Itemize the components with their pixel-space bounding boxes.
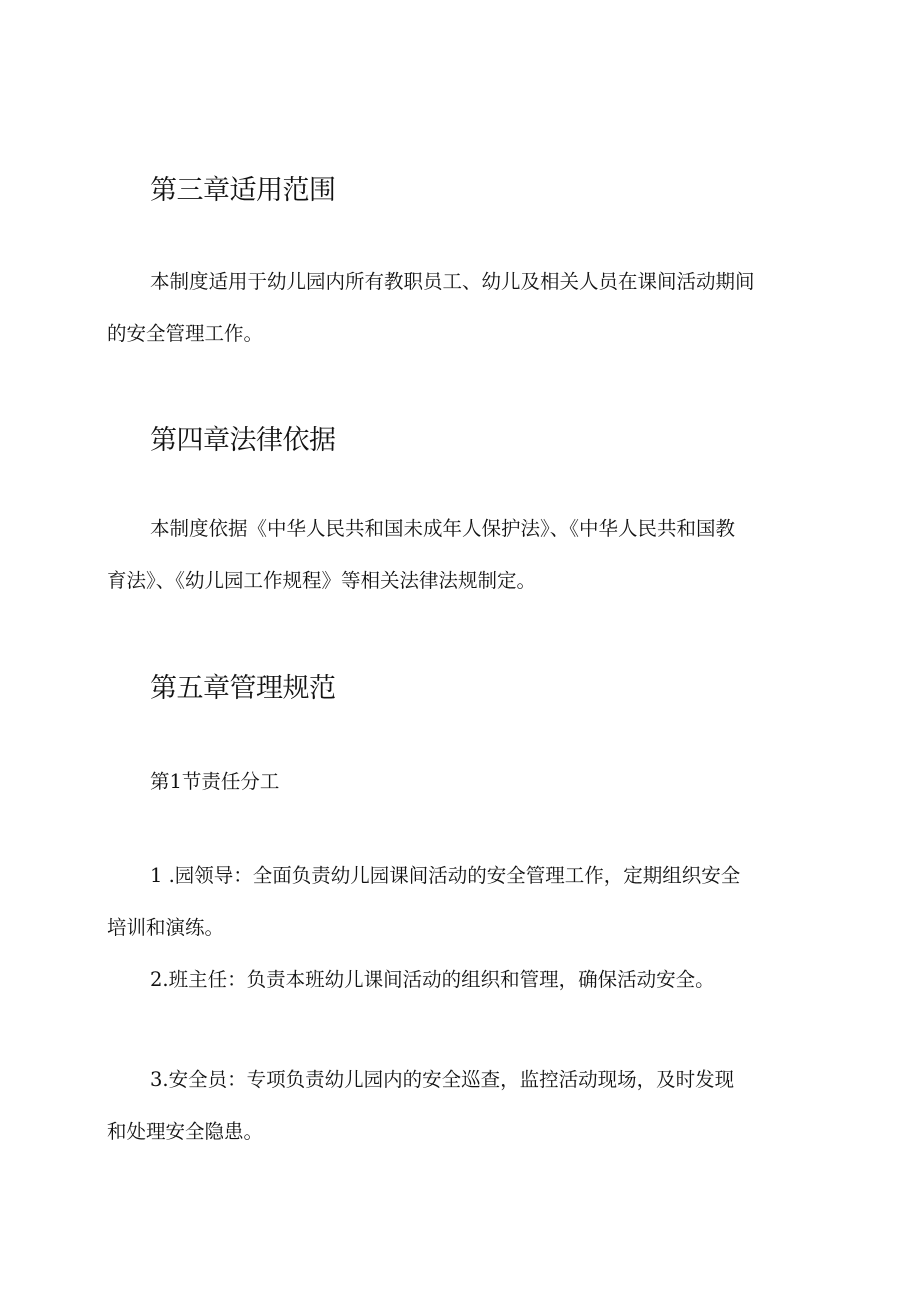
duty-item-1-line-2: 培训和演练。 <box>107 916 225 939</box>
chapter-3-body <box>107 256 822 360</box>
duty-item-2 <box>107 954 822 1006</box>
duty-item-3-line-2: 和处理安全隐患。 <box>107 1120 264 1143</box>
duty-item-3-line-1: 3.安全员：专项负责幼儿园内的安全巡查，监控活动现场，及时发现 <box>150 1068 735 1091</box>
duty-item-2-line-1: 2.班主任：负责本班幼儿课间活动的组织和管理，确保活动安全。 <box>150 968 715 991</box>
chapter-4-body <box>107 503 822 607</box>
chapter-5-title: 第五章管理规范 <box>150 673 336 704</box>
chapter-3-title: 第三章适用范围 <box>150 175 336 206</box>
chapter-4-body-line-2: 育法》、《幼儿园工作规程》等相关法律法规制定。 <box>107 569 537 592</box>
section-1-title: 第1节责任分工 <box>150 770 280 793</box>
duty-item-1-line-1: 1 .园领导：全面负责幼儿园课间活动的安全管理工作，定期组织安全 <box>150 864 741 887</box>
duty-item-3 <box>107 1054 822 1158</box>
chapter-4-title: 第四章法律依据 <box>150 425 336 456</box>
chapter-3-body-line-1: 本制度适用于幼儿园内所有教职员工、幼儿及相关人员在课间活动期间 <box>150 270 755 293</box>
chapter-4-body-line-1: 本制度依据《中华人民共和国未成年人保护法》、《中华人民共和国教 <box>150 517 736 540</box>
duty-item-1 <box>107 850 822 954</box>
chapter-3-body-line-2: 的安全管理工作。 <box>107 322 264 345</box>
